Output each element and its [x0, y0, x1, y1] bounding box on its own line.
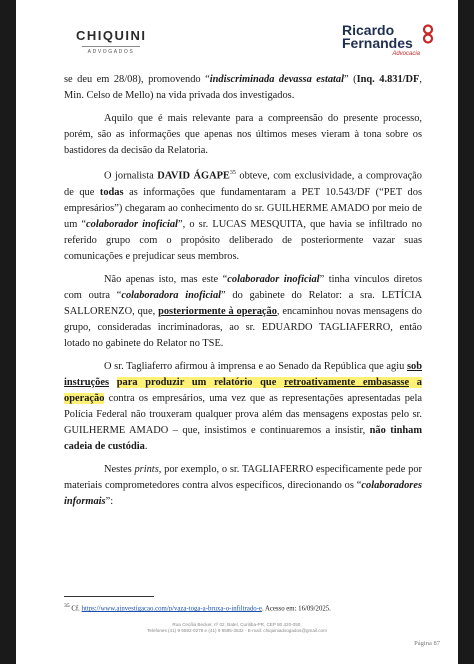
text: Não apenas isto, mas este “: [104, 274, 228, 285]
emphasis: indiscriminada devassa estatal: [209, 74, 344, 85]
bold-text: Inq. 4.831/DF: [356, 74, 420, 85]
text: as informações que fundamentaram a PET 10.543/DF (“PET dos empresários”) chegaram ao conhecimento do sr. GUILHERME AMADO por meio de um “: [64, 187, 422, 231]
footer-address: Rua Cecília Becker, nº 02, Batel, Curitiba-PR, CEP 80.420-050,: [172, 622, 302, 627]
text: obteve, com exclusividade, a comprovação de que: [64, 170, 422, 199]
bold-text: não tinham cadeia de custódia: [64, 425, 422, 453]
text: ”, o sr. LUCAS MESQUITA, que havia se infiltrado no referido grupo com o propósito deliberado de posteriormente vazar suas comunicações e prejudicar seus membros.: [64, 219, 422, 263]
chiquini-logo: [76, 28, 146, 55]
footnote: [64, 603, 424, 612]
paragraph: [64, 359, 422, 456]
text: O sr. Tagliaferro afirmou à imprensa e ao Senado da República que agiu: [104, 360, 407, 372]
logo-mark-icon: [422, 24, 434, 44]
text: [109, 377, 117, 388]
text: Nestes: [104, 464, 135, 476]
paragraph: [64, 111, 422, 159]
paragraph: [64, 462, 422, 510]
highlighted-text: para produzir um relatório que: [116, 377, 285, 389]
text: ” (: [344, 74, 357, 85]
text: .: [144, 441, 148, 453]
footnote-link[interactable]: https://www.ainvestigacao.com/p/vaza-toga-a-bruxa-o-infiltrado-e: [81, 605, 262, 613]
emphasis: colaboradores informais: [64, 480, 422, 508]
text: , encaminhou novas mensagens do grupo, consideradas incriminadoras, ao sr. EDUARDO TAGLIAFERRO, então lotado no gabinete do Relator no TSE.: [64, 306, 422, 350]
chiquini-sub: ADVOGADOS: [87, 49, 135, 55]
ricardo-fernandes-logo: [342, 24, 432, 57]
text: se deu em 28/08), promovendo “: [64, 74, 210, 85]
emphasis: colaborador inoficial: [86, 219, 178, 231]
footnote-number: 35: [64, 603, 70, 609]
page-footer: [16, 622, 458, 634]
page-number: Página 87: [414, 640, 440, 647]
footnote-ref: 35: [229, 170, 236, 177]
highlighted-text: a operação: [64, 377, 422, 405]
paragraph: [64, 272, 422, 352]
footnote-text: . Acesso em: 16/09/2025.: [261, 605, 331, 613]
text: Aquilo que é mais relevante para a compreensão do presente processo, porém, são as informações que apenas nos últimos meses vieram à tona sobre os bastidores da decisão da Relatoria.: [64, 112, 422, 156]
footnote-text: Cf.: [69, 605, 82, 613]
logo-line2: Fernandes: [342, 35, 413, 51]
document-page: [16, 0, 458, 664]
text: ”:: [105, 496, 114, 508]
paragraph: [64, 165, 422, 265]
bold-text: DAVID ÁGAPE: [157, 170, 230, 182]
emphasis: colaborador inoficial: [227, 274, 320, 285]
bold-underline-text: posteriormente à operação: [158, 306, 277, 318]
bold-text: todas: [99, 187, 124, 199]
emphasis: colaboradora inoficial: [121, 290, 222, 302]
logo-line1: Ricardo: [342, 22, 395, 38]
paragraph: [64, 72, 422, 104]
footer-contact: Telefones (41) 9 9592-0278 e (41) 9 9595-3532 · E-mail: chiquiniadvogados@gmail.com: [147, 628, 327, 633]
text: contra os empresários, uma vez que as representações apresentadas pela Polícia Federal não trouxeram qualquer prova além das mensagens expostas pelo sr. GUILHERME AMADO – que, insistimos e continuaremos a insistir,: [64, 393, 422, 437]
footnote-divider: [64, 596, 154, 597]
chiquini-brand: CHIQUINI: [76, 28, 147, 43]
text: , por exemplo, o sr. TAGLIAFERRO especificamente pede por materiais comprometedores contra alvos específicos, direcionando os “: [64, 464, 422, 492]
text: , Min. Celso de Mello) na vida privada dos investigados.: [64, 74, 423, 102]
highlighted-underline-text: retroativamente embasasse: [284, 377, 410, 389]
logo-sub: Advocacia: [392, 51, 420, 57]
bold-underline-text: sob instruções: [64, 360, 422, 389]
logo-rule: [82, 46, 140, 47]
text: ” do gabinete do Relator: a sra. LETÍCIA SALLORENZO, que,: [64, 290, 423, 318]
text: ” tinha vínculos diretos com outra “: [64, 274, 422, 302]
text: O jornalista: [104, 170, 158, 182]
emphasis: prints: [134, 464, 159, 476]
document-body: [64, 72, 422, 517]
